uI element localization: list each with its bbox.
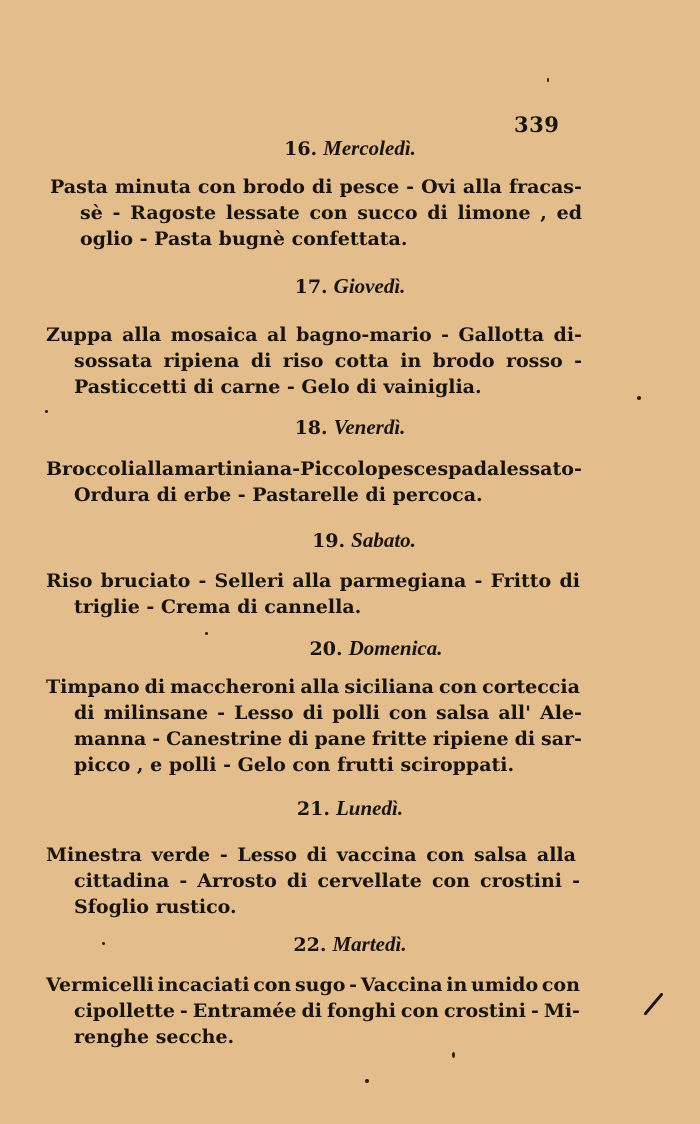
ink-speck <box>102 942 105 945</box>
word: di <box>301 1000 322 1022</box>
ink-speck <box>637 396 641 400</box>
ink-speck <box>547 78 549 82</box>
text-line: oglio - Pasta bugnè confettata. <box>80 228 408 250</box>
word: - <box>572 870 580 892</box>
word: martiniana <box>174 458 293 480</box>
word: milinsane <box>103 702 209 724</box>
word: di <box>559 570 580 592</box>
word: - <box>574 350 582 372</box>
word: - <box>217 702 226 724</box>
word: salsa <box>474 844 528 866</box>
word: ed <box>556 202 582 224</box>
text-line: Sfoglio rustico. <box>74 896 237 918</box>
word: con <box>197 176 236 198</box>
text-line: Ordura di erbe - Pastarelle di percoca. <box>74 484 483 506</box>
word: Entramée <box>192 1000 297 1022</box>
text-line <box>46 972 580 998</box>
word: limone <box>457 202 531 224</box>
word: di <box>288 728 309 750</box>
word: - <box>406 176 415 198</box>
word: Selleri <box>214 570 285 592</box>
word: bagno-mario <box>296 324 432 346</box>
word: lessato <box>499 458 574 480</box>
word: di <box>311 176 333 198</box>
word: Fritto <box>490 570 552 592</box>
day-heading-21: 21. Lunedì. <box>296 796 404 820</box>
word: fritte <box>371 728 427 750</box>
day-name: Mercoledì. <box>323 136 416 160</box>
text-line <box>74 700 582 726</box>
day-name: Giovedì. <box>333 274 406 298</box>
word: - <box>349 974 358 996</box>
word: Vaccina <box>360 974 443 996</box>
word: pane <box>314 728 366 750</box>
word: ripiene <box>432 728 509 750</box>
ink-speck <box>45 410 48 413</box>
day-name: Domenica. <box>348 636 443 660</box>
word: cervellate <box>317 870 422 892</box>
day-heading-18: 18. Venerdì. <box>294 415 406 439</box>
word: crostini <box>443 1000 526 1022</box>
text-line <box>46 674 580 700</box>
word: maccheroni <box>170 676 296 698</box>
day-number: 20 <box>309 638 336 660</box>
day-heading-16: 16. Mercoledì. <box>284 136 416 160</box>
word: in <box>400 350 422 372</box>
word: - <box>179 1000 188 1022</box>
day-number: 21 <box>296 798 324 820</box>
word: - <box>574 458 582 480</box>
ink-speck <box>365 1079 369 1083</box>
day-name: Martedì. <box>332 932 407 956</box>
word: brodo <box>242 176 305 198</box>
word: con <box>400 1000 439 1022</box>
word: sar- <box>541 728 582 750</box>
day-heading-22: 22. Martedì. <box>293 932 407 956</box>
day-heading-20: 20. Domenica. <box>309 636 443 660</box>
word: sossata <box>74 350 153 372</box>
word: Canestrine <box>166 728 283 750</box>
word: mosaica <box>170 324 258 346</box>
word: di- <box>553 324 582 346</box>
word: - <box>198 570 207 592</box>
word: Gallotta <box>458 324 545 346</box>
ink-speck <box>452 1052 455 1058</box>
word: in <box>446 974 468 996</box>
day-heading-17: 17. Giovedì. <box>294 274 406 298</box>
word: sugo <box>294 974 346 996</box>
word: Broccoli <box>46 458 135 480</box>
word: con <box>439 676 478 698</box>
word: con <box>426 844 465 866</box>
word: con <box>541 974 580 996</box>
word: pesce <box>339 176 400 198</box>
word: bruciato <box>100 570 191 592</box>
text-line <box>46 568 580 594</box>
word: cipollette <box>74 1000 175 1022</box>
word: vaccina <box>336 844 417 866</box>
word: crostini <box>480 870 563 892</box>
word: alla <box>536 844 576 866</box>
ink-mark <box>643 992 663 1015</box>
word: corteccia <box>482 676 580 698</box>
word: polli <box>332 702 380 724</box>
word: siciliana <box>344 676 434 698</box>
word: di <box>302 702 324 724</box>
day-name: Sabato. <box>351 528 416 552</box>
word: sè <box>80 202 103 224</box>
word: umido <box>471 974 539 996</box>
ink-speck <box>205 632 208 635</box>
text-line: renghe secche. <box>74 1026 235 1048</box>
text-line: triglie - Crema di cannella. <box>74 596 362 618</box>
word: alla <box>300 676 340 698</box>
day-name: Venerdì. <box>333 415 406 439</box>
word: con <box>388 702 427 724</box>
word: Arrosto <box>197 870 277 892</box>
word: Pasta <box>50 176 108 198</box>
text-line <box>50 174 582 200</box>
word: - <box>292 458 301 480</box>
word: alla <box>462 176 502 198</box>
word: minuta <box>114 176 191 198</box>
word: spada <box>437 458 500 480</box>
text-line <box>74 998 580 1024</box>
word: - <box>474 570 483 592</box>
word: Ale- <box>539 702 582 724</box>
word: succo <box>357 202 418 224</box>
text-line <box>46 322 582 348</box>
word: Piccolo <box>300 458 378 480</box>
word: - <box>152 728 161 750</box>
text-line <box>74 726 582 752</box>
word: all' <box>498 702 531 724</box>
word: Timpano <box>46 676 140 698</box>
text-line <box>46 456 582 482</box>
day-number: 22 <box>293 934 320 956</box>
word: - <box>179 870 188 892</box>
word: di <box>306 844 328 866</box>
word: di <box>250 350 272 372</box>
word: Vermicelli <box>46 974 154 996</box>
word: con <box>253 974 292 996</box>
word: cotta <box>334 350 389 372</box>
word: di <box>514 728 536 750</box>
word: Lesso <box>237 844 297 866</box>
word: Minestra <box>46 844 142 866</box>
word: alla <box>122 324 162 346</box>
word: verde <box>151 844 211 866</box>
word: incaciati <box>157 974 250 996</box>
word: Ovi <box>421 176 456 198</box>
word: , <box>540 202 547 224</box>
word: pesce <box>377 458 438 480</box>
word: - <box>441 324 450 346</box>
word: manna <box>74 728 147 750</box>
word: Lesso <box>234 702 294 724</box>
text-line: picco , e polli - Gelo con frutti sciroppati. <box>74 754 515 776</box>
day-number: 18 <box>294 417 322 439</box>
word: cittadina <box>74 870 170 892</box>
word: brodo <box>432 350 495 372</box>
word: Riso <box>46 570 93 592</box>
word: di <box>74 702 95 724</box>
day-heading-19: 19. Sabato. <box>312 528 416 552</box>
word: - <box>219 844 228 866</box>
page-number: 339 <box>514 112 560 137</box>
word: di <box>144 676 166 698</box>
word: con <box>309 202 348 224</box>
word: lessate <box>225 202 300 224</box>
word: Mi- <box>543 1000 580 1022</box>
word: al <box>267 324 287 346</box>
word: - <box>112 202 121 224</box>
text-line <box>74 348 582 374</box>
day-number: 19 <box>312 530 339 552</box>
word: parmegiana <box>339 570 467 592</box>
word: fracas- <box>508 176 582 198</box>
word: di <box>286 870 308 892</box>
word: con <box>431 870 470 892</box>
word: fonghi <box>326 1000 396 1022</box>
text-line <box>46 842 576 868</box>
word: Zuppa <box>46 324 113 346</box>
text-line <box>80 200 582 226</box>
text-line: Pasticcetti di carne - Gelo di vainiglia. <box>74 376 482 398</box>
word: ripiena <box>163 350 240 372</box>
word: di <box>427 202 448 224</box>
word: - <box>530 1000 539 1022</box>
day-number: 17 <box>294 276 322 298</box>
day-name: Lunedì. <box>335 796 404 820</box>
word: riso <box>282 350 324 372</box>
word: alla <box>135 458 175 480</box>
day-number: 16 <box>284 138 311 160</box>
word: alla <box>292 570 332 592</box>
text-line <box>74 868 580 894</box>
word: rosso <box>505 350 563 372</box>
word: salsa <box>436 702 490 724</box>
word: Ragoste <box>130 202 217 224</box>
